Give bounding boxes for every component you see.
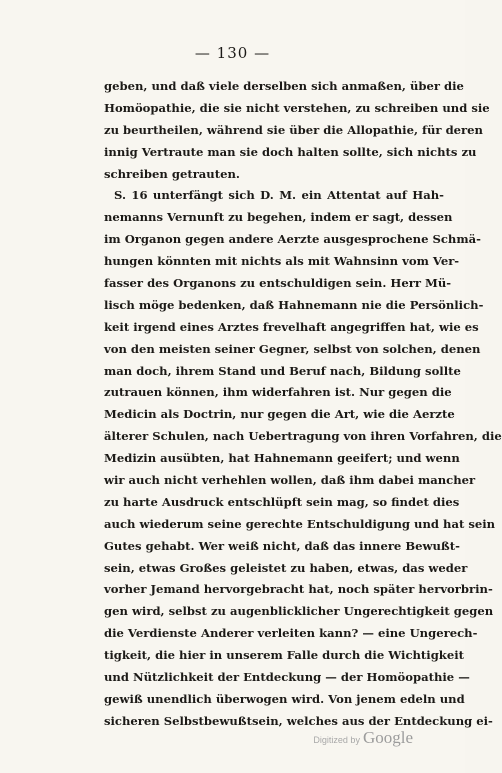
text-line: vorher Jemand hervorgebracht hat, noch später hervorbrin- bbox=[104, 582, 493, 597]
text-line: die Verdienste Anderer verleiten kann? — eine Ungerech- bbox=[104, 626, 478, 641]
text-line: innig Vertraute man sie doch halten sollte, sich nichts zu bbox=[104, 144, 477, 159]
page-number: — 130 — bbox=[194, 44, 271, 62]
text-line: Gutes gehabt. Wer weiß nicht, daß das innere Bewußt- bbox=[104, 538, 460, 553]
text-line: S. 16 unterfängt sich D. M. ein Attentat auf Hah- bbox=[114, 188, 444, 203]
google-logo: Google bbox=[362, 728, 413, 747]
text-line: zu beurtheilen, während sie über die Allopathie, für deren bbox=[104, 122, 483, 137]
text-line: im Organon gegen andere Aerzte ausgesprochene Schmä- bbox=[104, 232, 481, 247]
text-line: schreiben getrauten. bbox=[104, 166, 240, 181]
text-line: älterer Schulen, nach Uebertragung von ihren Vorfahren, die bbox=[104, 429, 502, 444]
text-line: zutrauen können, ihm widerfahren ist. Nur gegen die bbox=[104, 385, 452, 400]
text-line: hungen könnten mit nichts als mit Wahnsinn vom Ver- bbox=[104, 254, 460, 269]
text-line: Medizin ausübten, hat Hahnemann geeifert; und wenn bbox=[104, 451, 460, 466]
text-line: lisch möge bedenken, daß Hahnemann nie die Persönlich- bbox=[104, 297, 484, 312]
text-line: gewiß unendlich überwogen wird. Von jenem edeln und bbox=[104, 691, 465, 706]
text-line: geben, und daß viele derselben sich anmaßen, über die bbox=[104, 79, 464, 93]
text-line: und Nützlichkeit der Entdeckung — der Homöopathie — bbox=[104, 670, 470, 685]
text-line: zu harte Ausdruck entschlüpft sein mag, so findet dies bbox=[104, 494, 460, 509]
text-line: sein, etwas Großes geleistet zu haben, etwas, das weder bbox=[104, 560, 468, 575]
text-line: gen wird, selbst zu augenblicklicher Ungerechtigkeit gegen bbox=[104, 604, 494, 619]
text-line: fasser des Organons zu entschuldigen sein. Herr Mü- bbox=[104, 276, 452, 291]
text-line: Homöopathie, die sie nicht verstehen, zu schreiben und sie bbox=[104, 100, 490, 115]
watermark-prefix: Digitized by bbox=[313, 735, 360, 745]
text-line: von den meisten seiner Gegner, selbst von solchen, denen bbox=[104, 341, 481, 356]
text-line: nemanns Vernunft zu begehen, indem er sagt, dessen bbox=[104, 210, 453, 225]
text-line: auch wiederum seine gerechte Entschuldigung und hat sein bbox=[104, 516, 496, 531]
text-line: wir auch nicht verhehlen wollen, daß ihm dabei mancher bbox=[104, 473, 476, 488]
text-line: Medicin als Doctrin, nur gegen die Art, wie die Aerzte bbox=[104, 407, 455, 422]
digitization-watermark bbox=[313, 728, 413, 748]
body-text bbox=[104, 76, 502, 733]
text-line: keit irgend eines Arztes frevelhaft angegriffen hat, wie es bbox=[104, 319, 479, 334]
text-line: tigkeit, die hier in unserem Falle durch die Wichtigkeit bbox=[104, 648, 464, 663]
text-line: man doch, ihrem Stand und Beruf nach, Bildung sollte bbox=[104, 363, 461, 378]
text-line: sicheren Selbstbewußtsein, welches aus der Entdeckung ei- bbox=[104, 713, 493, 728]
